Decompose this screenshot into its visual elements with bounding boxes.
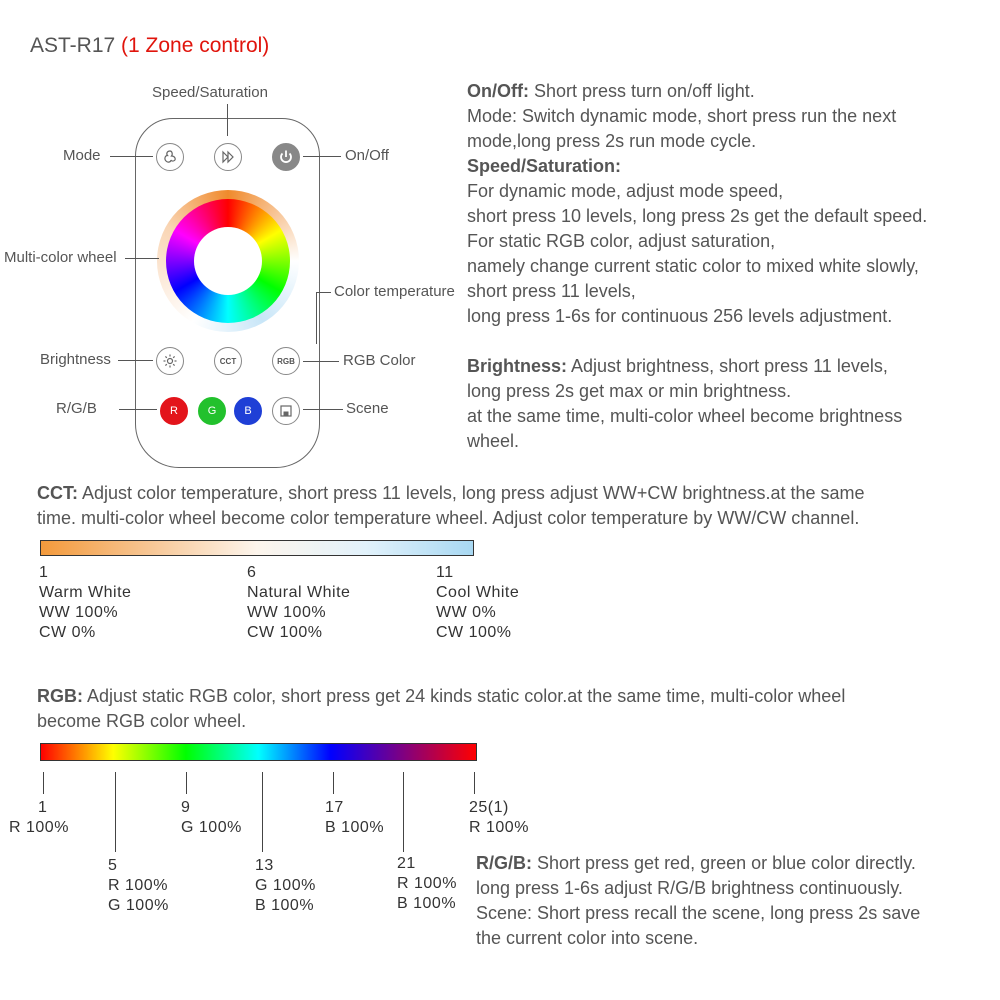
callout-line — [303, 409, 343, 410]
callout-line — [303, 156, 341, 157]
rgb-level: 13 — [255, 857, 274, 874]
mode-button[interactable] — [156, 143, 184, 171]
rgb-value: R 100% — [397, 875, 457, 892]
callout-line — [227, 104, 228, 136]
rgb-line: Adjust static RGB color, short press get 24 kinds static color.at the same time, multi-color wheel — [83, 686, 846, 706]
callout-mode: Mode — [63, 147, 101, 164]
rgb-tick — [43, 772, 44, 794]
rgb-value: G 100% — [181, 819, 242, 836]
speed-line: long press 1-6s for continuous 256 levels adjustment. — [467, 306, 893, 326]
sun-icon — [162, 353, 178, 369]
rgb-description — [37, 684, 845, 734]
brightness-button[interactable] — [156, 347, 184, 375]
rgb-stop — [108, 856, 169, 916]
cct-stop-cool — [436, 563, 519, 643]
callout-line — [110, 156, 153, 157]
rgb-tick — [403, 772, 404, 852]
mode-line: Mode: Switch dynamic mode, short press run the next — [467, 106, 897, 126]
rgb-stop — [38, 798, 47, 818]
callout-color-temperature: Color temperature — [334, 283, 455, 300]
rgb-stop — [325, 798, 384, 838]
callout-multi-color-wheel: Multi-color wheel — [4, 249, 117, 266]
green-button[interactable]: G — [198, 397, 226, 425]
rgb-level: 25(1) — [469, 799, 509, 816]
callout-line — [316, 292, 331, 293]
rgb-tick — [474, 772, 475, 794]
scene-line: Scene: Short press recall the scene, long press 2s save — [476, 903, 921, 923]
callout-line — [125, 258, 159, 259]
rgb-buttons-line: Short press get red, green or blue color directly. — [532, 853, 916, 873]
brightness-line: wheel. — [467, 431, 520, 451]
fast-forward-icon — [220, 149, 236, 165]
onoff-text: Short press turn on/off light. — [528, 81, 755, 101]
rgb-stop — [397, 854, 457, 914]
model-name: AST-R17 — [30, 34, 116, 57]
rgb-stop-value: R 100% — [9, 819, 69, 836]
cct-ww: WW 0% — [436, 604, 497, 621]
cct-level: 6 — [247, 564, 257, 581]
mode-line: mode,long press 2s run mode cycle. — [467, 131, 757, 151]
mode-icon — [162, 149, 178, 165]
cct-description — [37, 481, 865, 531]
brightness-label: Brightness: — [467, 356, 568, 376]
rgb-buttons-label: R/G/B: — [476, 853, 532, 873]
callout-on-off: On/Off — [345, 147, 389, 164]
cct-label: CCT: — [37, 483, 78, 503]
callout-line — [316, 292, 317, 344]
rgb-value: R 100% — [469, 819, 529, 836]
callout-r-g-b: R/G/B — [56, 400, 97, 417]
rgb-label: RGB: — [37, 686, 83, 706]
brightness-line: Adjust brightness, short press 11 levels, — [567, 356, 888, 376]
cct-name: Warm White — [39, 584, 132, 601]
rgb-value: B 100% — [325, 819, 385, 836]
rgb-value: G 100% — [108, 897, 169, 914]
cct-stop-warm — [39, 563, 131, 643]
rgb-stop — [469, 798, 529, 838]
speed-saturation-button[interactable] — [214, 143, 242, 171]
function-description — [467, 79, 927, 454]
cct-name: Cool White — [436, 584, 520, 601]
cct-level: 1 — [39, 564, 49, 581]
callout-line — [303, 361, 339, 362]
page-title — [30, 34, 269, 58]
power-button[interactable] — [272, 143, 300, 171]
power-icon — [277, 148, 295, 166]
speed-line: For static RGB color, adjust saturation, — [467, 231, 776, 251]
rgb-stop — [181, 798, 242, 838]
speed-line: For dynamic mode, adjust mode speed, — [467, 181, 784, 201]
rgb-button[interactable]: RGB — [272, 347, 300, 375]
cct-name: Natural White — [247, 584, 351, 601]
rgb-tick — [115, 772, 116, 852]
red-button[interactable]: R — [160, 397, 188, 425]
save-icon — [279, 404, 293, 418]
callout-line — [119, 409, 157, 410]
remote-control — [135, 118, 320, 468]
rgb-level: 5 — [108, 857, 118, 874]
cct-line: time. multi-color wheel become color temperature wheel. Adjust color temperature by WW/CW channel. — [37, 508, 860, 528]
rgb-value: G 100% — [255, 877, 316, 894]
scene-line: the current color into scene. — [476, 928, 699, 948]
rgb-level: 9 — [181, 799, 191, 816]
speed-line: short press 10 levels, long press 2s get the default speed. — [467, 206, 928, 226]
rgb-value: B 100% — [255, 897, 315, 914]
rgb-tick — [333, 772, 334, 794]
cct-ww: WW 100% — [247, 604, 327, 621]
speed-line: short press 11 levels, — [467, 281, 636, 301]
cct-level: 11 — [436, 564, 454, 581]
cct-line: Adjust color temperature, short press 11 levels, long press adjust WW+CW brightness.at the same — [78, 483, 865, 503]
rgb-buttons-line: long press 1-6s adjust R/G/B brightness continuously. — [476, 878, 903, 898]
rgb-stop — [255, 856, 316, 916]
callout-rgb-color: RGB Color — [343, 352, 416, 369]
rgb-level: 17 — [325, 799, 344, 816]
onoff-label: On/Off: — [467, 81, 529, 101]
zone-label: (1 Zone control) — [121, 34, 270, 57]
rgb-value: B 100% — [397, 895, 457, 912]
rgb-value: R 100% — [108, 877, 168, 894]
callout-speed-saturation: Speed/Saturation — [152, 84, 268, 101]
cct-cw: CW 0% — [39, 624, 96, 641]
rgb-scene-description — [476, 851, 920, 951]
rgb-level: 1 — [38, 799, 48, 816]
cct-cw: CW 100% — [247, 624, 323, 641]
wheel-center — [194, 227, 262, 295]
speed-label: Speed/Saturation: — [467, 156, 622, 176]
blue-button[interactable]: B — [234, 397, 262, 425]
cct-stop-natural — [247, 563, 350, 643]
brightness-line: at the same time, multi-color wheel become brightness — [467, 406, 903, 426]
cct-ww: WW 100% — [39, 604, 119, 621]
callout-line — [118, 360, 153, 361]
callout-brightness: Brightness — [40, 351, 111, 368]
callout-scene: Scene — [346, 400, 389, 417]
rgb-line: become RGB color wheel. — [37, 711, 247, 731]
rgb-tick — [186, 772, 187, 794]
rgb-gradient-bar — [40, 743, 477, 761]
cct-cw: CW 100% — [436, 624, 512, 641]
rgb-tick — [262, 772, 263, 852]
rgb-level: 21 — [397, 855, 416, 872]
scene-button[interactable] — [272, 397, 300, 425]
cct-gradient-bar — [40, 540, 474, 556]
brightness-line: long press 2s get max or min brightness. — [467, 381, 792, 401]
cct-button[interactable]: CCT — [214, 347, 242, 375]
speed-line: namely change current static color to mixed white slowly, — [467, 256, 919, 276]
